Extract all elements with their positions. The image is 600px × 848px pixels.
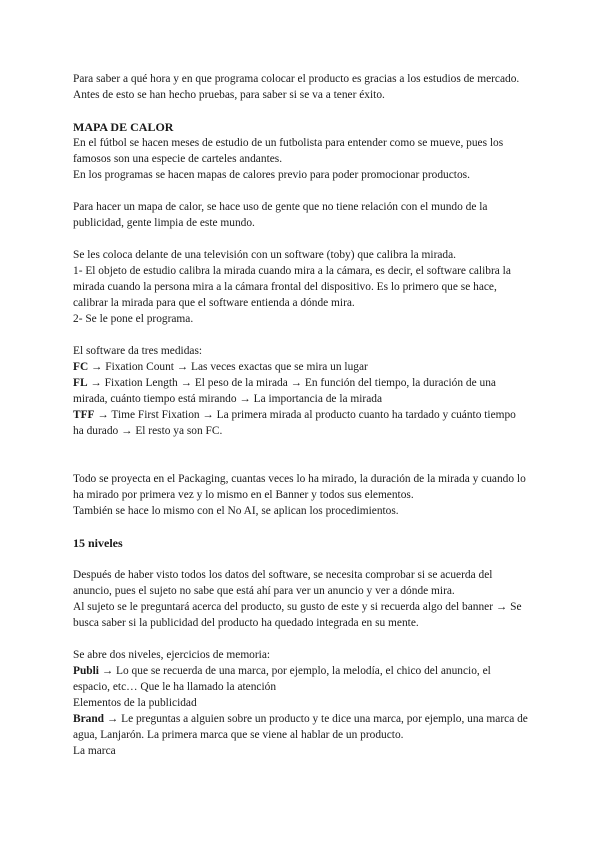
- paragraph-despues: Después de haber visto todos los datos del software, se necesita comprobar si se acuerda del anuncio, pues el sujeto no sabe que está ahí para ver un anuncio y ver a dónde mira.: [73, 569, 493, 597]
- paragraph-elementos: Elementos de la publicidad: [73, 697, 197, 709]
- paragraph-sujeto: Al sujeto se le preguntará acerca del producto, su gusto de este y si recuerda algo del banner → Se busca saber si la publicidad del producto ha quedado integrada en su mente.: [73, 601, 522, 629]
- tff-text: → Time First Fixation → La primera mirada al producto cuanto ha tardado y cuánto tiempo ha durado → El resto ya son FC.: [73, 409, 516, 437]
- fl-label: FL: [73, 377, 88, 389]
- heading-mapa-de-calor: MAPA DE CALOR: [73, 120, 174, 134]
- paragraph-intro: Para saber a qué hora y en que programa colocar el producto es gracias a los estudios de mercado.: [73, 73, 520, 85]
- document-body: [73, 71, 528, 759]
- paragraph-hacer-mapa: Para hacer un mapa de calor, se hace uso de gente que no tiene relación con el mundo de la publicidad, gente limpia de este mundo.: [73, 201, 488, 229]
- paragraph-medidas-intro: El software da tres medidas:: [73, 345, 203, 357]
- fc-text: → Fixation Count → Las veces exactas que se mira un lugar: [88, 361, 368, 373]
- paragraph-futbol: En el fútbol se hacen meses de estudio de un futbolista para entender como se mueve, pues los famosos son una especie de carteles andantes.: [73, 137, 504, 165]
- paragraph-coloca: Se les coloca delante de una televisión con un software (toby) que calibra la mirada.: [73, 249, 457, 261]
- paragraph-la-marca: La marca: [73, 745, 116, 757]
- brand-label: Brand: [73, 713, 105, 725]
- paragraph-fl: [73, 375, 528, 407]
- brand-text: → Le preguntas a alguien sobre un producto y te dice una marca, por ejemplo, una marca de agua, Lanjarón. La primera marca que se viene al hablar de un producto.: [73, 713, 528, 741]
- fl-text: → Fixation Length → El peso de la mirada → En función del tiempo, la duración de una mirada, cuánto tiempo está mirando → La importancia de la mirada: [73, 377, 496, 405]
- paragraph-no-ai: También se hace lo mismo con el No AI, se aplican los procedimientos.: [73, 505, 399, 517]
- paragraph-intro-2: Antes de esto se han hecho pruebas, para saber si se va a tener éxito.: [73, 89, 385, 101]
- paragraph-fc: [73, 359, 528, 375]
- paragraph-paso-2: 2- Se le pone el programa.: [73, 313, 194, 325]
- paragraph-paso-1: 1- El objeto de estudio calibra la mirada cuando mira a la cámara, es decir, el software calibra la mirada cuando la persona mira a la cámara frontal del dispositivo. Es lo primero que se hace, calibrar la mirada para que el software entienda a dónde mira.: [73, 265, 511, 309]
- paragraph-programas: En los programas se hacen mapas de calores previo para poder promocionar productos.: [73, 169, 470, 181]
- paragraph-abre-niveles: Se abre dos niveles, ejercicios de memoria:: [73, 649, 271, 661]
- tff-label: TFF: [73, 409, 95, 421]
- paragraph-tff: [73, 407, 528, 439]
- paragraph-publi: [73, 663, 528, 695]
- paragraph-packaging: Todo se proyecta en el Packaging, cuantas veces lo ha mirado, la duración de la mirada y cuando lo ha mirado por primera vez y lo mismo en el Banner y todos sus elementos.: [73, 473, 526, 501]
- fc-label: FC: [73, 361, 89, 373]
- paragraph-brand: [73, 711, 528, 743]
- publi-label: Publi: [73, 665, 99, 677]
- heading-15-niveles: 15 niveles: [73, 536, 123, 550]
- publi-text: → Lo que se recuerda de una marca, por ejemplo, la melodía, el chico del anuncio, el espacio, etc… Que le ha llamado la atención: [73, 665, 491, 693]
